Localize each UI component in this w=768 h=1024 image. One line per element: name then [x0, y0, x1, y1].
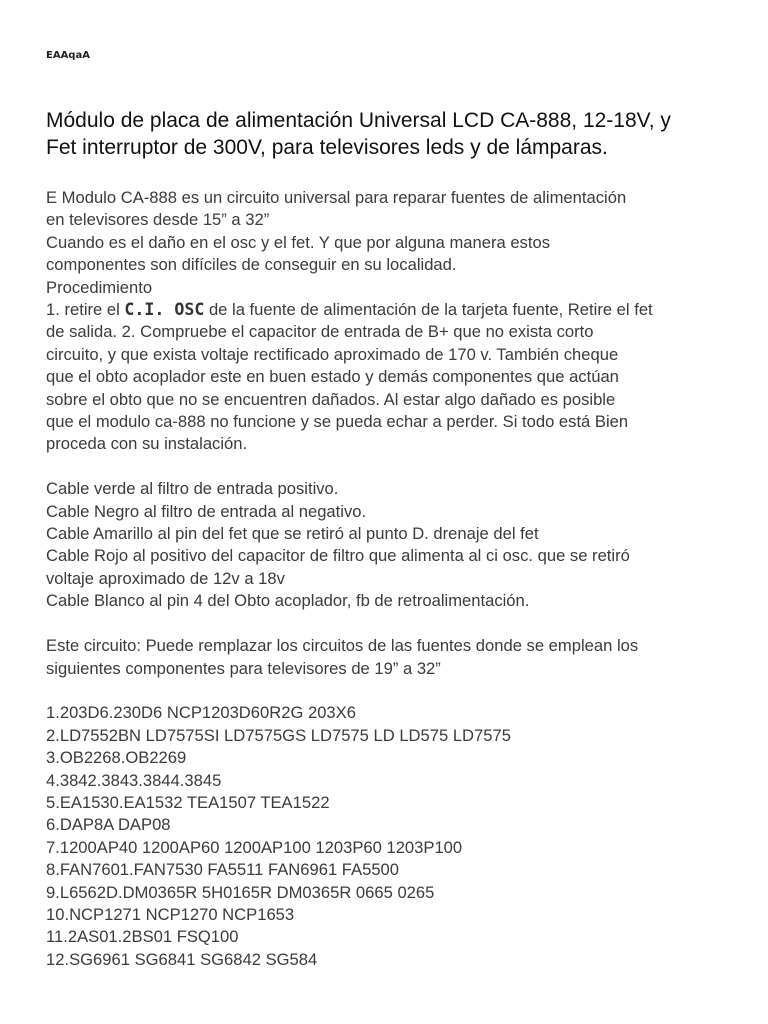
paragraph-gap — [46, 456, 746, 478]
text-line: que el modulo ca-888 no funcione y se pueda echar a perder. Si todo está Bien — [46, 412, 629, 432]
text-line: siguientes componentes para televisores de 19” a 32” — [46, 658, 441, 678]
component-item: 11.2AS01.2BS01 FSQ100 — [46, 927, 239, 947]
component-item: 2.LD7552BN LD7575SI LD7575GS LD7575 LD LD575 LD7575 — [46, 725, 511, 745]
component-item: 5.EA1530.EA1532 TEA1507 TEA1522 — [46, 792, 330, 812]
text-line: en televisores desde 15” a 32” — [46, 210, 270, 230]
component-item: 10.NCP1271 NCP1270 NCP1653 — [46, 904, 295, 924]
document-title — [46, 107, 746, 161]
cable-line: Cable Blanco al pin 4 del Obto acoplador, fb de retroalimentación. — [46, 591, 530, 611]
section-heading-procedimiento: Procedimiento — [46, 277, 153, 297]
replacement-paragraph — [46, 635, 746, 680]
text-line: proceda con su instalación. — [46, 434, 248, 454]
text-line: sobre el obto que no se encuentren dañados. Al estar algo dañado es posible — [46, 389, 616, 409]
component-list — [46, 702, 746, 971]
component-item: 8.FAN7601.FAN7530 FA5511 FAN6961 FA5500 — [46, 860, 400, 880]
intro-paragraph — [46, 187, 746, 299]
procedure-text: de la fuente de alimentación de la tarjeta fuente, Retire el fet — [204, 300, 653, 320]
document-id: EAAqaA — [46, 50, 90, 61]
component-item: 12.SG6961 SG6841 SG6842 SG584 — [46, 949, 318, 969]
text-line: E Modulo CA-888 es un circuito universal para reparar fuentes de alimentación — [46, 188, 627, 207]
text-line: que el obto acoplador este en buen estado y demás componentes que actúan — [46, 367, 619, 387]
procedure-text: 1. retire el — [46, 300, 125, 320]
component-item: 1.203D6.230D6 NCP1203D60R2G 203X6 — [46, 703, 356, 723]
component-item: 6.DAP8A DAP08 — [46, 815, 171, 835]
text-line: de salida. 2. Compruebe el capacitor de entrada de B+ que no exista corto — [46, 322, 594, 342]
component-item: 7.1200AP40 1200AP60 1200AP100 1203P60 1203P100 — [46, 837, 463, 857]
text-line: circuito, y que exista voltaje rectificado aproximado de 170 v. También cheque — [46, 344, 619, 364]
text-line: componentes son difíciles de conseguir en su localidad. — [46, 255, 457, 275]
cable-line: voltaje aproximado de 12v a 18v — [46, 568, 285, 588]
cable-instructions — [46, 478, 746, 612]
component-item: 4.3842.3843.3844.3845 — [46, 770, 222, 790]
component-item: 9.L6562D.DM0365R 5H0165R DM0365R 0665 0265 — [46, 882, 435, 902]
cable-line: Cable Negro al filtro de entrada al negativo. — [46, 501, 367, 521]
cable-line: Cable verde al filtro de entrada positivo. — [46, 479, 339, 499]
document-body — [46, 187, 746, 971]
paragraph-gap — [46, 613, 746, 635]
paragraph-gap — [46, 680, 746, 702]
procedure-first-line — [46, 299, 746, 321]
procedure-paragraph — [46, 299, 746, 456]
component-item: 3.OB2268.OB2269 — [46, 748, 187, 768]
ci-osc-label: C.I. OSC — [124, 300, 205, 320]
cable-line: Cable Amarillo al pin del fet que se retiró al punto D. drenaje del fet — [46, 524, 539, 544]
title-line: Módulo de placa de alimentación Universal LCD CA-888, 12-18V, y — [46, 109, 671, 132]
title-line: Fet interruptor de 300V, para televisores leds y de lámparas. — [46, 136, 608, 159]
text-line: Cuando es el daño en el osc y el fet. Y que por alguna manera estos — [46, 232, 550, 252]
cable-line: Cable Rojo al positivo del capacitor de filtro que alimenta al ci osc. que se retiró — [46, 546, 630, 566]
text-line: Este circuito: Puede remplazar los circuitos de las fuentes donde se emplean los — [46, 636, 639, 656]
